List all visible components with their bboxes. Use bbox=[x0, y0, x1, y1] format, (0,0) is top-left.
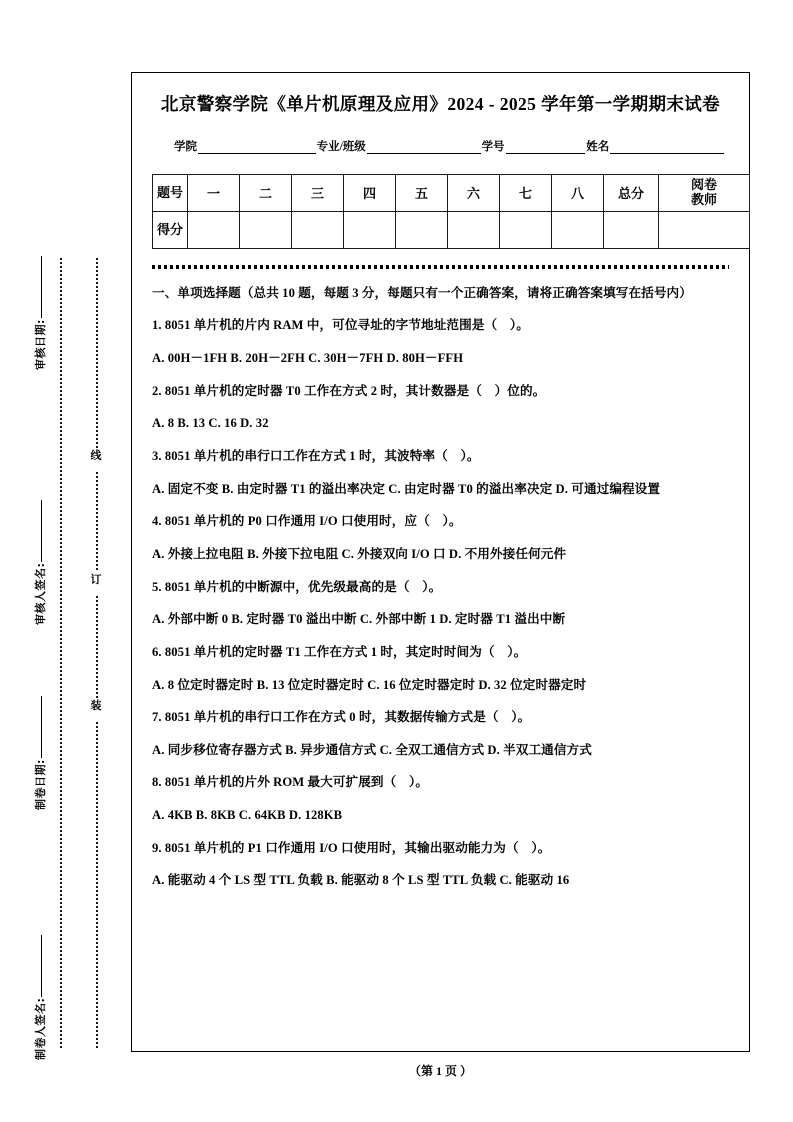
cell-score-teacher[interactable] bbox=[659, 211, 750, 248]
question-9-options: A. 能驱动 4 个 LS 型 TTL 负载 B. 能驱动 8 个 LS 型 TTL 负载 C. 能驱动 16 bbox=[152, 873, 570, 888]
row-label-score-char1: 得分 bbox=[156, 221, 183, 237]
question-4-stem: 4. 8051 单片机的 P0 口作通用 I/O 口使用时，应（ ）。 bbox=[152, 514, 462, 529]
cell-col-7: 七 bbox=[500, 174, 552, 211]
margin-label-review-date-text: 审核日期: bbox=[34, 319, 47, 370]
cell-col-3: 三 bbox=[292, 174, 344, 211]
cell-score-6[interactable] bbox=[448, 211, 500, 248]
margin-label-review-date bbox=[32, 256, 48, 370]
seal-dotted-line-outer bbox=[60, 258, 62, 1048]
question-2-stem: 2. 8051 单片机的定时器 T0 工作在方式 2 时，其计数器是（ ）位的。 bbox=[152, 383, 546, 398]
cell-score-2[interactable] bbox=[240, 211, 292, 248]
question-5-options: A. 外部中断 0 B. 定时器 T0 溢出中断 C. 外部中断 1 D. 定时器 T1 溢出中断 bbox=[152, 612, 566, 627]
input-student-id[interactable] bbox=[506, 140, 586, 154]
cell-col-6: 六 bbox=[448, 174, 500, 211]
margin-blank-reviewer-signature bbox=[41, 500, 42, 562]
section-divider bbox=[152, 265, 729, 269]
page-footer: （第 1 页 ） bbox=[408, 1064, 472, 1078]
cell-row-label-question-no bbox=[153, 174, 188, 211]
grading-teacher-line1: 阅卷 bbox=[690, 177, 717, 193]
margin-label-reviewer-signature bbox=[32, 500, 48, 625]
label-major-class: 专业/班级 bbox=[316, 140, 366, 153]
question-3-stem: 3. 8051 单片机的串行口工作在方式 1 时，其波特率（ ）。 bbox=[152, 448, 480, 463]
question-8-stem: 8. 8051 单片机的片外 ROM 最大可扩展到（ ）。 bbox=[152, 775, 429, 790]
cell-score-8[interactable] bbox=[552, 211, 604, 248]
margin-blank-review-date bbox=[41, 256, 42, 318]
seal-dotted-line-inner-d bbox=[96, 722, 98, 1048]
table-row-scores bbox=[153, 211, 750, 248]
label-student-id: 学号 bbox=[481, 140, 505, 153]
question-7-options: A. 同步移位寄存器方式 B. 异步通信方式 C. 全双工通信方式 D. 半双工通信方式 bbox=[152, 742, 592, 757]
margin-label-printer-signature-text: 制卷人签名: bbox=[34, 997, 47, 1060]
grading-teacher-line2: 教师 bbox=[690, 191, 717, 207]
input-college[interactable] bbox=[198, 140, 316, 154]
binding-seal-margin bbox=[0, 0, 131, 1122]
margin-blank-print-date bbox=[41, 696, 42, 758]
question-4-options: A. 外接上拉电阻 B. 外接下拉电阻 C. 外接双向 I/O 口 D. 不用外接任何元件 bbox=[152, 546, 567, 561]
cell-row-label-score bbox=[153, 211, 188, 248]
cell-score-total[interactable] bbox=[604, 211, 659, 248]
page-title: 北京警察学院《单片机原理及应用》2024 - 2025 学年第一学期期末试卷 bbox=[160, 94, 721, 114]
cell-score-4[interactable] bbox=[344, 211, 396, 248]
question-2-options: A. 8 B. 13 C. 16 D. 32 bbox=[152, 416, 269, 431]
question-6-stem: 6. 8051 单片机的定时器 T1 工作在方式 1 时，其定时时间为（ ）。 bbox=[152, 644, 527, 659]
cell-col-8: 八 bbox=[552, 174, 604, 211]
cell-col-5: 五 bbox=[396, 174, 448, 211]
question-8-options: A. 4KB B. 8KB C. 64KB D. 128KB bbox=[152, 808, 343, 823]
cell-col-1: 一 bbox=[188, 174, 240, 211]
margin-label-reviewer-signature-text: 审核人签名: bbox=[34, 562, 47, 625]
cell-score-1[interactable] bbox=[188, 211, 240, 248]
question-7-stem: 7. 8051 单片机的串行口工作在方式 0 时，其数据传输方式是（ ）。 bbox=[152, 710, 531, 725]
seal-dotted-line-inner-c bbox=[96, 596, 98, 698]
question-9-stem: 9. 8051 单片机的 P1 口作通用 I/O 口使用时，其输出驱动能力为（ ）。 bbox=[152, 840, 551, 855]
cell-col-4: 四 bbox=[344, 174, 396, 211]
score-table bbox=[152, 174, 750, 249]
question-5-stem: 5. 8051 单片机的中断源中，优先级最高的是（ ）。 bbox=[152, 579, 442, 594]
seal-char-xian: 线 bbox=[90, 449, 102, 462]
seal-char-zhuang: 装 bbox=[90, 699, 102, 712]
seal-dotted-line-inner-b bbox=[96, 472, 98, 570]
margin-label-print-date-text: 制卷日期: bbox=[34, 759, 47, 810]
exam-page-frame bbox=[131, 72, 750, 1052]
cell-col-grading-teacher bbox=[659, 174, 750, 211]
row-label-question-no-char1: 题号 bbox=[156, 184, 183, 200]
section-heading: 一、单项选择题（总共 10 题，每题 3 分，每题只有一个正确答案，请将正确答案填写在括号内） bbox=[152, 285, 692, 300]
table-row-header bbox=[153, 174, 750, 211]
margin-blank-printer-signature bbox=[41, 935, 42, 997]
input-name[interactable] bbox=[610, 140, 724, 154]
cell-score-5[interactable] bbox=[396, 211, 448, 248]
label-name: 姓名 bbox=[586, 140, 610, 153]
cell-col-2: 二 bbox=[240, 174, 292, 211]
question-3-options: A. 固定不变 B. 由定时器 T1 的溢出率决定 C. 由定时器 T0 的溢出率决定 D. 可通过编程设置 bbox=[152, 481, 661, 496]
margin-label-print-date bbox=[32, 696, 48, 810]
seal-dotted-line-inner-a bbox=[96, 258, 98, 448]
cell-score-7[interactable] bbox=[500, 211, 552, 248]
cell-col-total: 总分 bbox=[604, 174, 659, 211]
cell-score-3[interactable] bbox=[292, 211, 344, 248]
label-college: 学院 bbox=[174, 140, 197, 153]
question-1-stem: 1. 8051 单片机的片内 RAM 中，可位寻址的字节地址范围是（ ）。 bbox=[152, 318, 529, 333]
input-major-class[interactable] bbox=[367, 140, 481, 154]
question-6-options: A. 8 位定时器定时 B. 13 位定时器定时 C. 16 位定时器定时 D. 32 位定时器定时 bbox=[152, 677, 587, 692]
question-1-options: A. 00H－1FH B. 20H－2FH C. 30H－7FH D. 80H－FFH bbox=[152, 350, 464, 365]
student-info-line bbox=[174, 138, 725, 154]
seal-char-ding: 订 bbox=[90, 573, 102, 586]
margin-label-printer-signature bbox=[32, 935, 48, 1060]
